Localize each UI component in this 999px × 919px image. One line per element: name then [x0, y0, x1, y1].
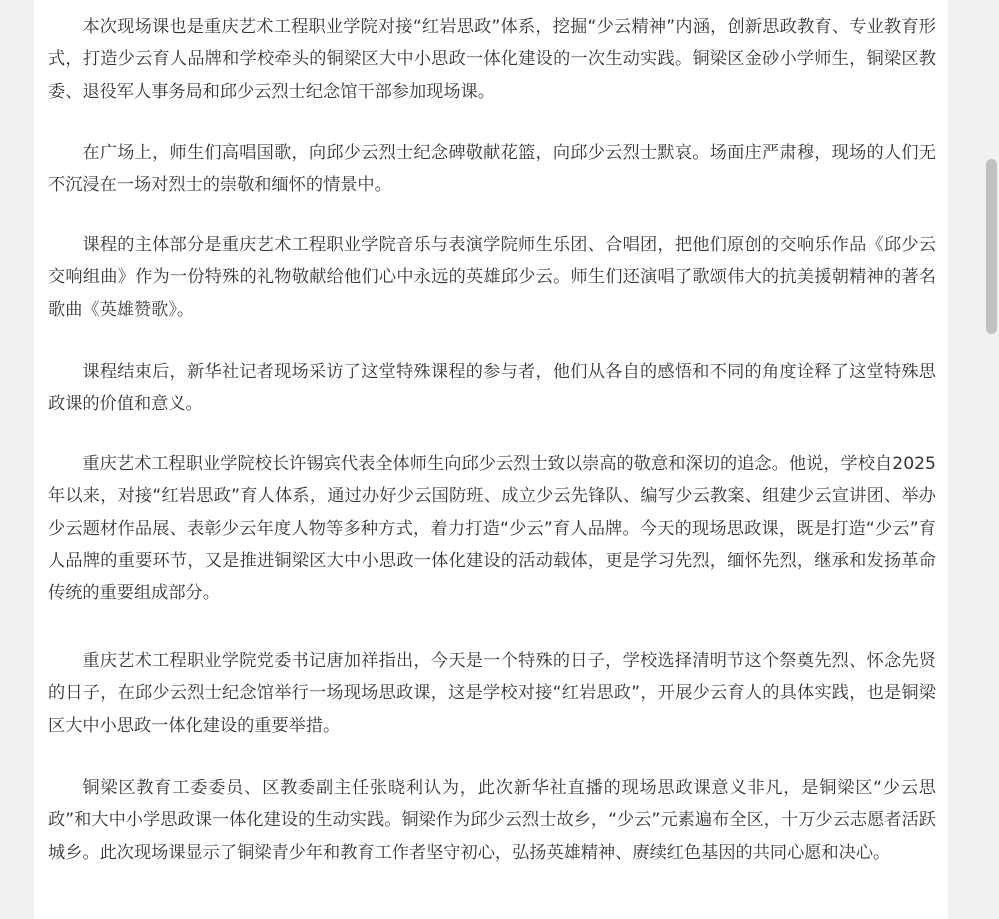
article-page	[34, 0, 948, 919]
scrollbar-thumb[interactable]	[986, 159, 997, 334]
paragraph-7: 铜梁区教育工委委员、区教委副主任张晓利认为，此次新华社直播的现场思政课意义非凡，是铜梁区“少云思政”和大中小学思政课一体化建设的生动实践。铜梁作为邱少云烈士故乡，“少云”元素遍布全区，十万少云志愿者活跃城乡。此次现场课显示了铜梁青少年和教育工作者坚守初心，弘扬英雄精神、赓续红色基因的共同心愿和决心。	[48, 778, 936, 863]
paragraph-2: 在广场上，师生们高唱国歌，向邱少云烈士纪念碑敬献花篮，向邱少云烈士默哀。场面庄严肃穆，现场的人们无不沉浸在一场对烈士的崇敬和缅怀的情景中。	[48, 143, 936, 196]
vertical-scrollbar[interactable]	[984, 0, 999, 919]
paragraph-5: 重庆艺术工程职业学院校长许锡宾代表全体师生向邱少云烈士致以崇高的敬意和深切的追念。他说，学校自2025年以来，对接“红岩思政”育人体系，通过办好少云国防班、成立少云先锋队、编写少云教案、组建少云宣讲团、举办少云题材作品展、表彰少云年度人物等多种方式，着力打造“少云”育人品牌。今天的现场思政课，既是打造“少云”育人品牌的重要环节，又是推进铜梁区大中小思政一体化建设的活动载体，更是学习先烈，缅怀先烈，继承和发扬革命传统的重要组成部分。	[48, 454, 936, 604]
paragraph-4: 课程结束后，新华社记者现场采访了这堂特殊课程的参与者，他们从各自的感悟和不同的角度诠释了这堂特殊思政课的价值和意义。	[48, 362, 936, 415]
paragraph-1: 本次现场课也是重庆艺术工程职业学院对接“红岩思政”体系，挖掘“少云精神”内涵，创新思政教育、专业教育形式，打造少云育人品牌和学校牵头的铜梁区大中小思政一体化建设的一次生动实践。铜梁区金砂小学师生，铜梁区教委、退役军人事务局和邱少云烈士纪念馆干部参加现场课。	[48, 17, 936, 102]
paragraph-6: 重庆艺术工程职业学院党委书记唐加祥指出，今天是一个特殊的日子，学校选择清明节这个祭奠先烈、怀念先贤的日子，在邱少云烈士纪念馆举行一场现场思政课，这是学校对接“红岩思政”，开展少云育人的具体实践，也是铜梁区大中小思政一体化建设的重要举措。	[48, 651, 936, 736]
paragraph-3: 课程的主体部分是重庆艺术工程职业学院音乐与表演学院师生乐团、合唱团，把他们原创的交响乐作品《邱少云交响组曲》作为一份特殊的礼物敬献给他们心中永远的英雄邱少云。师生们还演唱了歌颂伟大的抗美援朝精神的著名歌曲《英雄赞歌》。	[48, 235, 936, 320]
